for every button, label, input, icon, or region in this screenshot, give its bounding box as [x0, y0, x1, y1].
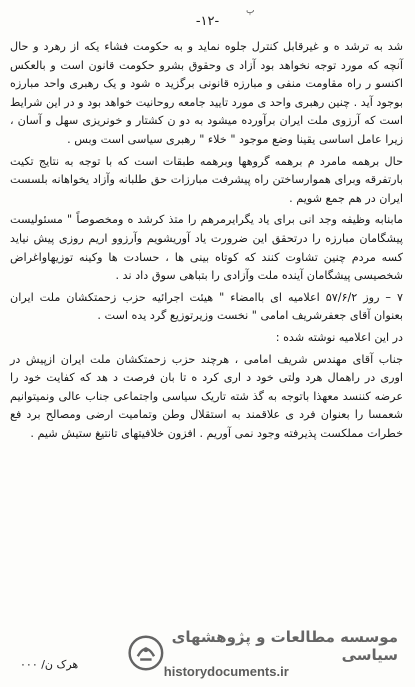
watermark — [128, 627, 404, 679]
paragraph-1: شد به ترشد ه و غیرقابل کنترل جلوه نماید و به حکومت فشاء یکه از رهرد و حال آنچه که مورد توجه نخواهد بود آزاد ی وحقوق بشرو حکومت قانون است و بالعکس اکنسو ر راه مقاومت منفی و مبارزه قانونی برگزید ه شود و یک رهبری واحد مبارزه بوجود آید . چنین رهبری واحد ی مورد تایید جامعه روحانیت خواهد بود و در این شرایط است که آرزوی ملت ایران برآورده میشود به دو ن کشتار و خونریزی سهل و آسان ، زیرا عامل اساسی یقینا وضع موجود " خلاء " رهبری سیاسی است وبس . — [10, 40, 403, 146]
paragraph-5: در این اعلامیه نوشته شده : — [275, 330, 403, 344]
footer-reference: هرک ن/ ۰۰۰ — [20, 658, 79, 671]
corner-mark: پ — [246, 6, 255, 16]
watermark-text — [164, 628, 404, 679]
paragraph-4: ۷ – روز ۵۷/۶/۲ اعلامیه ای باامضاء " هیئت اجرائیه حزب زحمتکشان ملت ایران بعنوان آقای جعفرشریف امامی " نخست وزیرتوزیع گرد یده است . — [10, 290, 403, 323]
seal-logo-icon — [128, 631, 164, 675]
watermark-url: historydocuments.ir — [163, 663, 289, 679]
paragraph-2: حال برهمه مامرد م برهمه گروهها وبرهمه طبقات است که با توجه به نتایج تکیت بارتفرقه وبرای هموارساختن راه پیشرفت مبارزات حق طلبانه وآزاد یخواهانه بلسست ایران در هم جمع شویم . — [10, 154, 403, 205]
document-body — [10, 38, 403, 446]
paragraph-3: مابنابه وظیفه وجد انی برای یاد یگرایرمرهم را متذ کرشد ه ومخصوصاً " مسئولیست پیشگامان مبارزه را درتحقق این ضرورت یاد آوریشویم وآرزوو اریم روزی پیش نیاید کسه مردم چنین تشاوت کنند که کوتاه بینی ها ، حسادت ها وکینه توزیهاواغراض شخصیسی پیشگامان آینده ملت وآزادی را بتباهی سوق داد ند . — [10, 213, 403, 283]
paragraph-6: جناب آقای مهندس شریف امامی ، هرچند حزب زحمتکشان ملت ایران ازپیش در اوری در راهمال هرد ولتی خود د اری کرد ه تا بان فرصت د هد که کفایت خود را عرضه کننسد معهذا باتوجه به گذ شته تاریک سیاسی واجتماعی جناب عالی ونمیتوانیم شعمسا را بعنوان فرد ی علاقمند به استقلال وطن وتمامیت ارضی ومصالح برد فع خطرات مملکست پذیرفته وجود نمی آوریم . افزون خلافیتهای تانتیغ ستیش شیم . — [10, 352, 403, 440]
watermark-title: موسسه مطالعات و پژوهشهای سیاسی — [171, 627, 398, 664]
page-number: -۱۲- — [195, 14, 220, 29]
